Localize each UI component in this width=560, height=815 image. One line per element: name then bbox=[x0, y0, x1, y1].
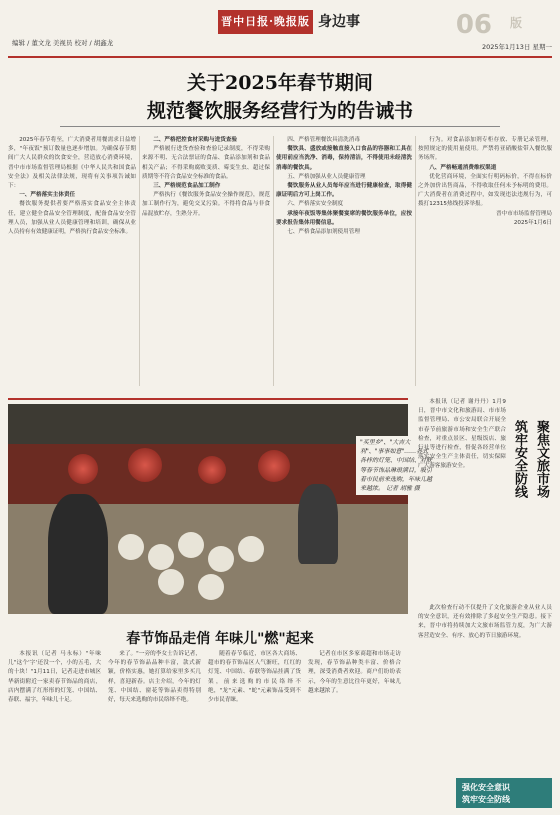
photo-credit: 记者 胡雅 摄 bbox=[385, 485, 420, 493]
lantern-icon bbox=[68, 454, 98, 484]
page-header bbox=[8, 4, 552, 58]
shopper-figure bbox=[298, 484, 338, 564]
sidebar-title-1: 聚焦文旅市场 bbox=[534, 420, 549, 498]
paragraph: 本报讯（记者 马永标）"年味儿"这个'字'还没一个，小的五毛，大的十块！"1月11日，记者走进市城区华新街附近一家卖春节饰品的商店，店内摆满了红彤彤的灯笼、中国结、春联、福字，年味儿十足。 bbox=[8, 651, 101, 704]
paragraph: 六、严格落实安全制度 bbox=[287, 201, 344, 208]
newspaper-logo: 晋中日报·晚报版 bbox=[218, 10, 313, 34]
paragraph: 此次检查行动不仅提升了文化旅游企业从业人员的安全意识，还有效排除了多起安全生产隐患。接下来，晋中市将持续加大文旅市场监管力度，为广大游客营造安全、有序、放心的节日旅游环境。 bbox=[418, 605, 552, 639]
paragraph: 来了。"一旁的李女士告诉记者，今年的春节饰品品种丰富，款式新颖，价格实惠，她打算给家里多买几样，喜迎新春。店主介绍，今年的灯笼、中国结、窗花等饰品卖得特别好，每天来选购的市民络绎不绝。 bbox=[108, 651, 201, 704]
article2-column-3 bbox=[208, 650, 301, 810]
article2-column-4 bbox=[308, 650, 401, 810]
column-divider bbox=[139, 136, 140, 386]
article-column-2 bbox=[142, 136, 270, 394]
column-divider bbox=[415, 136, 416, 386]
column-divider bbox=[273, 136, 274, 386]
market-photo bbox=[8, 404, 408, 614]
paragraph: 优化营商环境，全面实行明码标价，不得在标价之外加价出售商品，不得收取任何未予标明的费用。广大消费者在消费过程中，如发现违法违规行为，可拨打12315热线投诉举报。 bbox=[418, 173, 552, 208]
issue-date: 2025年1月13日 星期一 bbox=[481, 43, 552, 51]
article2-column-2 bbox=[108, 650, 201, 810]
paragraph: 严格履行进货查验和查验记录制度，不得采购来源不明、无合法票证的食品、食品添加剂和食品相关产品；不得采购腐败变质、霉变生虫、超过保质期等不符合食品安全标准的食品。 bbox=[142, 146, 270, 180]
paragraph: 五、严格加强从业人员健康管理 bbox=[287, 173, 366, 180]
paragraph: 2025年春节将至，广大消费者用餐需求日益增多，"年夜饭"预订数量也逐步增加。为确保春节期间广大人民群众的饮食安全，营造放心消费环境，晋中市市场监督管理局根据《中华人民共和国食品安全法》及相关法律法规，现将有关事项告诫如下： bbox=[8, 137, 136, 190]
lantern-icon bbox=[198, 456, 226, 484]
paragraph: 严格执行《餐饮服务食品安全操作规范》，规范加工制作行为，避免交叉污染。不得将食品与非食品混放贮存，生熟分开。 bbox=[142, 192, 270, 217]
shopper-figure bbox=[48, 494, 108, 614]
subheading: 一、严格落实主体责任 bbox=[19, 192, 76, 199]
section-name: 身边事 bbox=[318, 14, 360, 30]
sidebar-article bbox=[418, 398, 552, 812]
paragraph: 七、严格食品添加剂使用管理 bbox=[287, 229, 360, 236]
safety-stamp bbox=[456, 778, 552, 808]
subheading: 八、严格畅通消费维权渠道 bbox=[429, 164, 497, 171]
headline-rule bbox=[60, 126, 500, 127]
subheading: 三、严格规范食品加工制作 bbox=[153, 183, 221, 190]
subheading: 承接年夜饭等集体聚餐宴席的餐饮服务单位，应按要求报告集体用餐信息。 bbox=[276, 210, 412, 226]
section-divider bbox=[8, 398, 408, 400]
article2-column-1 bbox=[8, 650, 101, 810]
signature: 晋中市市场监督管理局 bbox=[496, 210, 552, 217]
headline-line2: 规范餐饮服务经营行为的告诫书 bbox=[146, 100, 413, 122]
article-column-1 bbox=[8, 136, 136, 394]
sidebar-text-2 bbox=[418, 604, 552, 641]
paragraph: 随着春节临近，市区各大商场、超市的春节饰品区人气渐旺，红红的灯笼、中国结、春联等饰品挂满了货架，前来选购的市民络绎不绝，"龙"元素、"蛇"元素饰品受到不少市民青睐。 bbox=[208, 651, 301, 704]
editor-meta: 编辑 / 董文龙 美视员 校对 / 胡鑫龙 bbox=[12, 39, 114, 47]
signature-date: 2025年1月6日 bbox=[513, 219, 552, 226]
paragraph: 本报讯（记者 谢丹丹）1月9日，晋中市文化和旅游局、市市场监督管理局、市公安局联合开展全市春节前旅游市场和安全生产联合检查，对重点景区、星级饭店、旅行社等进行检查，督促各经营单位落实安全生产主体责任，切实保障广大游客旅游安全。 bbox=[418, 399, 506, 470]
stamp-line-1: 强化安全意识 bbox=[462, 782, 510, 792]
article2-title: 春节饰品走俏 年味儿"燃"起来 bbox=[126, 631, 314, 647]
sidebar-title-2: 筑牢安全防线 bbox=[512, 420, 527, 498]
subheading: 餐饮具、盛放或接触直接入口食品的容器和工具在使用前应当洗净、消毒，保持清洁，不得使用未经清洗消毒的餐饮具。 bbox=[276, 146, 412, 171]
page-unit: 版 bbox=[509, 16, 522, 30]
stamp-line-2: 筑牢安全防线 bbox=[462, 794, 510, 804]
paragraph: 行为。对食品添加剂专柜存放、专册记录管理，按照规定的使用量使用。严禁将亚硝酸盐带入餐饮服务场所。 bbox=[418, 137, 552, 162]
subheading: 餐饮服务从业人员每年应当进行健康检查，取得健康证明后方可上岗工作。 bbox=[276, 183, 412, 199]
article-column-4 bbox=[418, 136, 552, 394]
lantern-icon bbox=[128, 448, 162, 482]
headline-line1: 关于2025年春节期间 bbox=[187, 72, 373, 94]
paragraph: 餐饮服务提供者要严格落实食品安全主体责任，建立健全食品安全管理制度，配备食品安全管理人员，加强从业人员健康管理和培训，确保从业人员持有有效健康证明，严格执行食品安全标准。 bbox=[8, 201, 136, 236]
sidebar-text-1 bbox=[418, 398, 506, 472]
caption-text: "买里乡"、"大吉大利"、"事事如意"……各式各样的灯笼、中国结、对联等春节饰品琳琅满目，吸引着市民前来选购，年味儿越来越浓。 bbox=[360, 439, 433, 493]
lantern-icon bbox=[258, 450, 290, 482]
paragraph: 记者在市区多家商超和市场走访发现，春节饰品种类丰富、价格合理，深受消费者欢迎。商户们纷纷表示，今年的生意比往年更好，年味儿越来越浓了。 bbox=[308, 651, 401, 694]
paragraph: 四、严格管理餐饮具清洗消毒 bbox=[287, 137, 360, 143]
article-column-3 bbox=[276, 136, 412, 394]
subheading: 二、严格把控食材采购与进货查验 bbox=[153, 137, 238, 143]
page-number: 06 bbox=[455, 10, 492, 40]
